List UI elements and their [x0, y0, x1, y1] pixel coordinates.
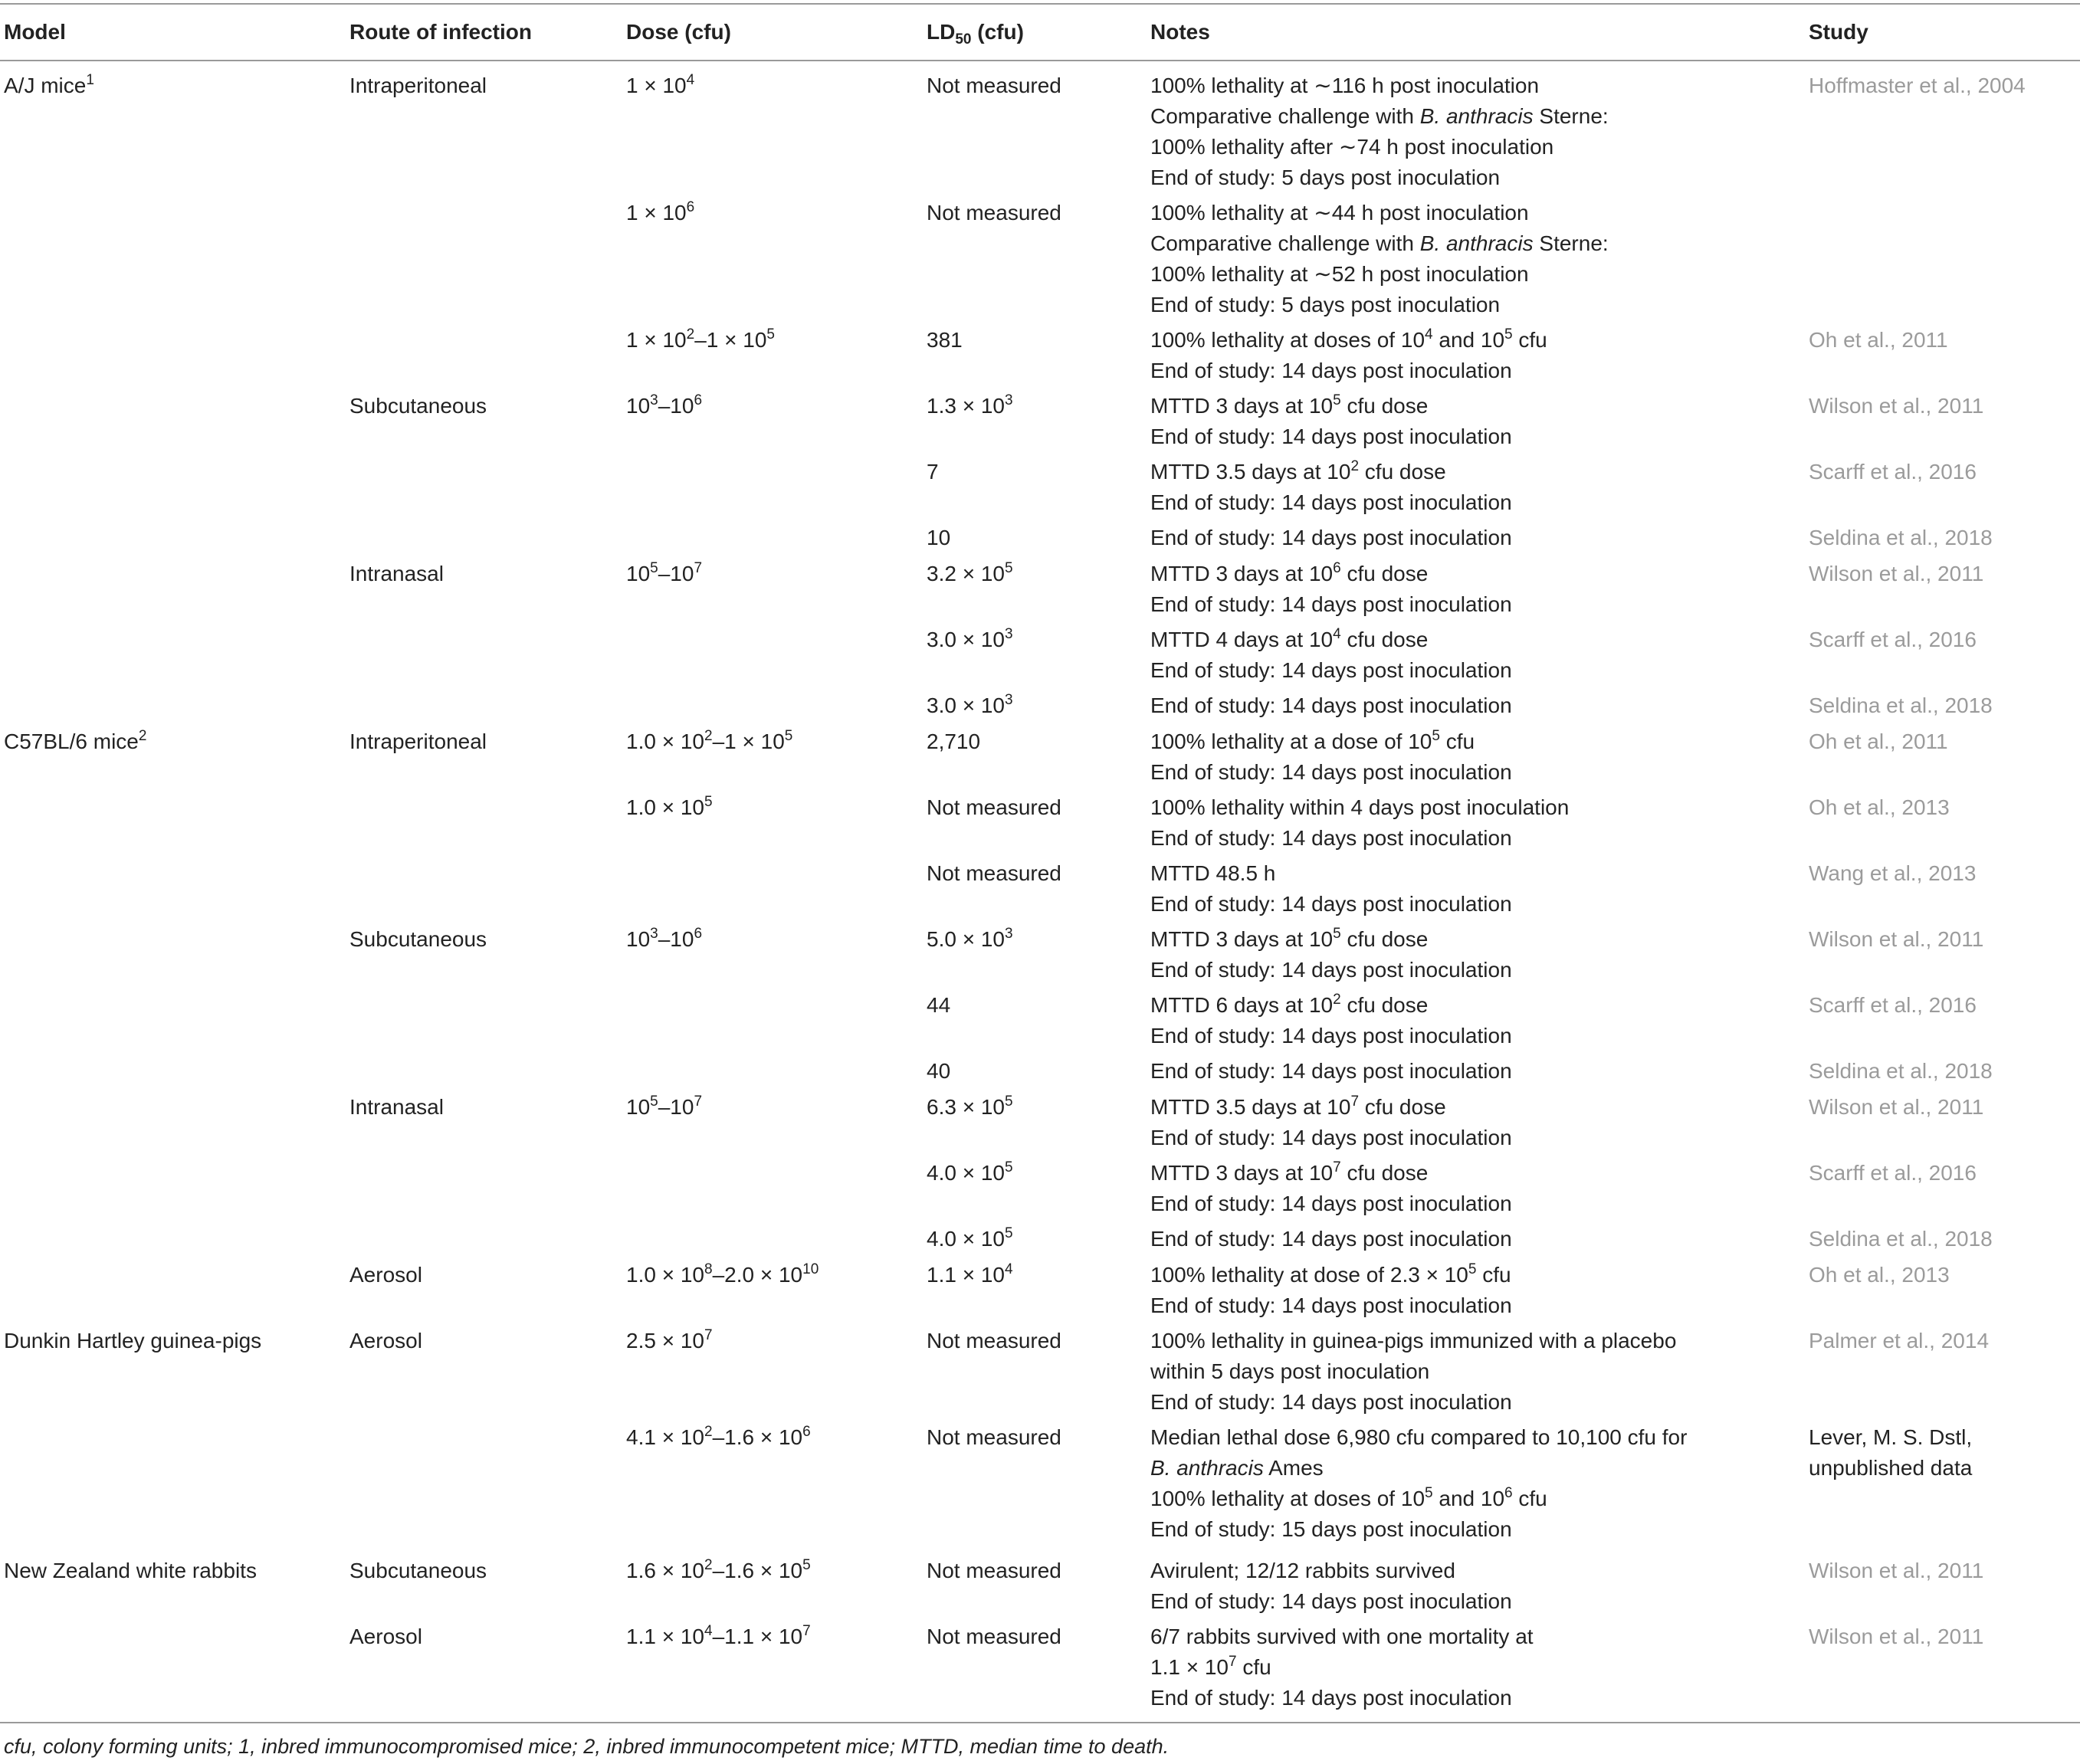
cell-notes-line: End of study: 14 days post inoculation: [1150, 693, 1512, 717]
cell-dose: $1 \times 10^6$: [626, 199, 695, 225]
cell-notes-line: Avirulent; 12/12 rabbits survived: [1150, 1559, 1455, 1582]
cell-notes-line: End of study: 14 days post inoculation: [1150, 658, 1512, 682]
cell-route: Intranasal: [349, 1095, 444, 1119]
cell-dose: $10^5-10^7$: [626, 560, 703, 585]
cell-notes-line: 6/7 rabbits survived with one mortality at: [1150, 1625, 1534, 1648]
cell-study: Oh et al., 2013: [1809, 1263, 1950, 1287]
cell-notes-line: $1.1 \times 10^7$ cfu: [1150, 1654, 1271, 1679]
cell-notes-line: End of study: 14 days post inoculation: [1150, 760, 1512, 784]
cell-dose: $1.0 \times 10^5$: [626, 794, 713, 819]
header-bottom-rule: [0, 60, 2080, 61]
cell-notes-line: 100% lethality after ∼74 h post inoculation: [1150, 135, 1554, 159]
table-footnote: cfu, colony forming units; 1, inbred immunocompromised mice; 2, inbred immunocompetent mice; MTTD, median time to death.: [4, 1735, 1170, 1758]
cell-notes-line: End of study: 14 days post inoculation: [1150, 1293, 1512, 1317]
table-top-rule: [0, 3, 2080, 5]
cell-study: Scarff et al., 2016: [1809, 460, 1977, 484]
cell-ld50: Not measured: [927, 1425, 1061, 1449]
cell-notes-line: End of study: 14 days post inoculation: [1150, 1126, 1512, 1149]
cell-study: Seldina et al., 2018: [1809, 693, 1993, 717]
cell-study: Wilson et al., 2011: [1809, 562, 1984, 585]
cell-notes-line: 100% lethality at ∼116 h post inoculation: [1150, 74, 1540, 97]
cell-ld50: Not measured: [927, 1559, 1061, 1582]
cell-model: New Zealand white rabbits: [4, 1559, 257, 1582]
cell-notes-line: End of study: 14 days post inoculation: [1150, 1192, 1512, 1215]
cell-notes-line: MTTD 6 days at $10^2$ cfu dose: [1150, 992, 1429, 1017]
cell-notes-line: MTTD 3.5 days at $10^7$ cfu dose: [1150, 1093, 1446, 1119]
cell-study: Wilson et al., 2011: [1809, 1625, 1984, 1648]
cell-route: Aerosol: [349, 1329, 422, 1353]
cell-notes-line: End of study: 14 days post inoculation: [1150, 1227, 1512, 1251]
cell-notes-line: End of study: 5 days post inoculation: [1150, 166, 1501, 189]
cell-dose: $1.6 \times 10^2-1.6 \times 10^5$: [626, 1557, 811, 1582]
cell-study: Scarff et al., 2016: [1809, 628, 1977, 651]
cell-notes-line: 100% lethality at ∼52 h post inoculation: [1150, 262, 1529, 286]
cell-route: Subcutaneous: [349, 927, 487, 951]
cell-route: Aerosol: [349, 1625, 422, 1648]
cell-dose: $1.0 \times 10^8-2.0 \times 10^{10}$: [626, 1261, 819, 1287]
cell-route: Subcutaneous: [349, 1559, 487, 1582]
cell-ld50: Not measured: [927, 1625, 1061, 1648]
cell-ld50: $6.3 \times 10^5$: [927, 1093, 1013, 1119]
cell-ld50: 381: [927, 328, 963, 352]
cell-dose: $10^5-10^7$: [626, 1093, 703, 1119]
cell-notes-line: MTTD 3.5 days at $10^2$ cfu dose: [1150, 458, 1446, 484]
cell-dose: $10^3-10^6$: [626, 392, 703, 418]
cell-ld50: $4.0 \times 10^5$: [927, 1159, 1013, 1185]
cell-notes-line: 100% lethality at dose of $2.3 \times 10^5$ cfu: [1150, 1261, 1511, 1287]
cell-notes-line: MTTD 3 days at $10^5$ cfu dose: [1150, 392, 1429, 418]
cell-ld50: $1.3 \times 10^3$: [927, 392, 1013, 418]
cell-model: A/J mice$^1$: [4, 72, 94, 97]
cell-study: Oh et al., 2011: [1809, 328, 1948, 352]
cell-dose: $10^3-10^6$: [626, 926, 703, 951]
cell-notes-line: MTTD 48.5 h: [1150, 861, 1276, 885]
cell-notes-line: End of study: 5 days post inoculation: [1150, 293, 1501, 316]
cell-route: Subcutaneous: [349, 394, 487, 418]
cell-ld50: $1.1 \times 10^4$: [927, 1261, 1013, 1287]
cell-dose: $2.5 \times 10^7$: [626, 1327, 713, 1353]
cell-notes-line: End of study: 14 days post inoculation: [1150, 526, 1512, 549]
cell-notes-line: MTTD 3 days at $10^7$ cfu dose: [1150, 1159, 1429, 1185]
cell-route: Intraperitoneal: [349, 74, 487, 97]
cell-ld50: 10: [927, 526, 951, 549]
cell-ld50: Not measured: [927, 1329, 1061, 1353]
cell-notes-line: 100% lethality within 4 days post inoculation: [1150, 795, 1570, 819]
cell-notes-line: within 5 days post inoculation: [1150, 1359, 1430, 1383]
cell-notes-line: 100% lethality at doses of $10^5$ and $10^6$ cfu: [1150, 1485, 1547, 1510]
cell-ld50: Not measured: [927, 795, 1061, 819]
cell-notes-line: Comparative challenge with B. anthracis Sterne:: [1150, 104, 1609, 128]
cell-notes-line: End of study: 14 days post inoculation: [1150, 892, 1512, 916]
cell-study: Palmer et al., 2014: [1809, 1329, 1990, 1353]
cell-ld50: $5.0 \times 10^3$: [927, 926, 1013, 951]
cell-dose: $4.1 \times 10^2-1.6 \times 10^6$: [626, 1424, 811, 1449]
cell-model: C57BL/6 mice$^2$: [4, 728, 147, 753]
header-dose: Dose (cfu): [626, 20, 731, 44]
cell-ld50: 40: [927, 1059, 951, 1083]
cell-notes-line: End of study: 14 days post inoculation: [1150, 490, 1512, 514]
cell-notes-line: MTTD 3 days at $10^6$ cfu dose: [1150, 560, 1429, 585]
cell-ld50: Not measured: [927, 201, 1061, 225]
cell-notes-line: End of study: 14 days post inoculation: [1150, 1024, 1512, 1048]
cell-notes-line: 100% lethality in guinea-pigs immunized with a placebo: [1150, 1329, 1677, 1353]
cell-notes-line: MTTD 4 days at $10^4$ cfu dose: [1150, 626, 1429, 651]
cell-study: Seldina et al., 2018: [1809, 526, 1993, 549]
cell-notes-line: 100% lethality at doses of $10^4$ and $10^5$ cfu: [1150, 326, 1547, 352]
cell-ld50: $3.2 \times 10^5$: [927, 560, 1013, 585]
cell-study: Scarff et al., 2016: [1809, 1161, 1977, 1185]
cell-study: Scarff et al., 2016: [1809, 993, 1977, 1017]
header-model: Model: [4, 20, 66, 44]
cell-notes-line: End of study: 14 days post inoculation: [1150, 592, 1512, 616]
cell-study: Lever, M. S. Dstl, unpublished data: [1809, 1425, 1973, 1480]
cell-notes-line: B. anthracis Ames: [1150, 1456, 1324, 1480]
cell-ld50: 2,710: [927, 730, 981, 753]
cell-ld50: $3.0 \times 10^3$: [927, 692, 1013, 717]
cell-notes-line: End of study: 15 days post inoculation: [1150, 1517, 1512, 1541]
header-notes: Notes: [1150, 20, 1210, 44]
cell-route: Intranasal: [349, 562, 444, 585]
cell-study: Hoffmaster et al., 2004: [1809, 74, 2026, 97]
cell-ld50: $4.0 \times 10^5$: [927, 1225, 1013, 1251]
header-study: Study: [1809, 20, 1868, 44]
cell-study: Seldina et al., 2018: [1809, 1227, 1993, 1251]
cell-notes-line: Comparative challenge with B. anthracis Sterne:: [1150, 231, 1609, 255]
cell-study: Seldina et al., 2018: [1809, 1059, 1993, 1083]
cell-notes-line: End of study: 14 days post inoculation: [1150, 826, 1512, 850]
cell-notes-line: End of study: 14 days post inoculation: [1150, 425, 1512, 448]
cell-study: Wilson et al., 2011: [1809, 1095, 1984, 1119]
cell-notes-line: End of study: 14 days post inoculation: [1150, 958, 1512, 982]
header-ld50: $LD_{50}$ (cfu): [927, 20, 1024, 48]
cell-notes-line: End of study: 14 days post inoculation: [1150, 1390, 1512, 1414]
cell-ld50: Not measured: [927, 74, 1061, 97]
cell-route: Aerosol: [349, 1263, 422, 1287]
cell-notes-line: End of study: 14 days post inoculation: [1150, 1589, 1512, 1613]
cell-notes-line: End of study: 14 days post inoculation: [1150, 1059, 1512, 1083]
header-route: Route of infection: [349, 20, 532, 44]
cell-dose: $1.1 \times 10^4-1.1 \times 10^7$: [626, 1623, 811, 1648]
cell-dose: $1 \times 10^2-1 \times 10^5$: [626, 326, 775, 352]
cell-study: Wilson et al., 2011: [1809, 394, 1984, 418]
cell-notes-line: End of study: 14 days post inoculation: [1150, 1686, 1512, 1710]
cell-study: Wilson et al., 2011: [1809, 1559, 1984, 1582]
cell-study: Wilson et al., 2011: [1809, 927, 1984, 951]
cell-dose: $1 \times 10^4$: [626, 72, 695, 97]
cell-notes-line: MTTD 3 days at $10^5$ cfu dose: [1150, 926, 1429, 951]
cell-model: Dunkin Hartley guinea-pigs: [4, 1329, 262, 1353]
cell-study: Wang et al., 2013: [1809, 861, 1977, 885]
cell-study: Oh et al., 2011: [1809, 730, 1948, 753]
cell-notes-line: End of study: 14 days post inoculation: [1150, 359, 1512, 382]
cell-ld50: Not measured: [927, 861, 1061, 885]
cell-dose: $1.0 \times 10^2-1 \times 10^5$: [626, 728, 793, 753]
cell-study: Oh et al., 2013: [1809, 795, 1950, 819]
cell-ld50: $3.0 \times 10^3$: [927, 626, 1013, 651]
cell-notes-line: Median lethal dose 6,980 cfu compared to 10,100 cfu for: [1150, 1425, 1688, 1449]
cell-notes-line: 100% lethality at ∼44 h post inoculation: [1150, 201, 1529, 225]
cell-route: Intraperitoneal: [349, 730, 487, 753]
cell-ld50: 44: [927, 993, 951, 1017]
cell-notes-line: 100% lethality at a dose of $10^5$ cfu: [1150, 728, 1475, 753]
table-bottom-rule: [0, 1722, 2080, 1723]
cell-ld50: 7: [927, 460, 939, 484]
